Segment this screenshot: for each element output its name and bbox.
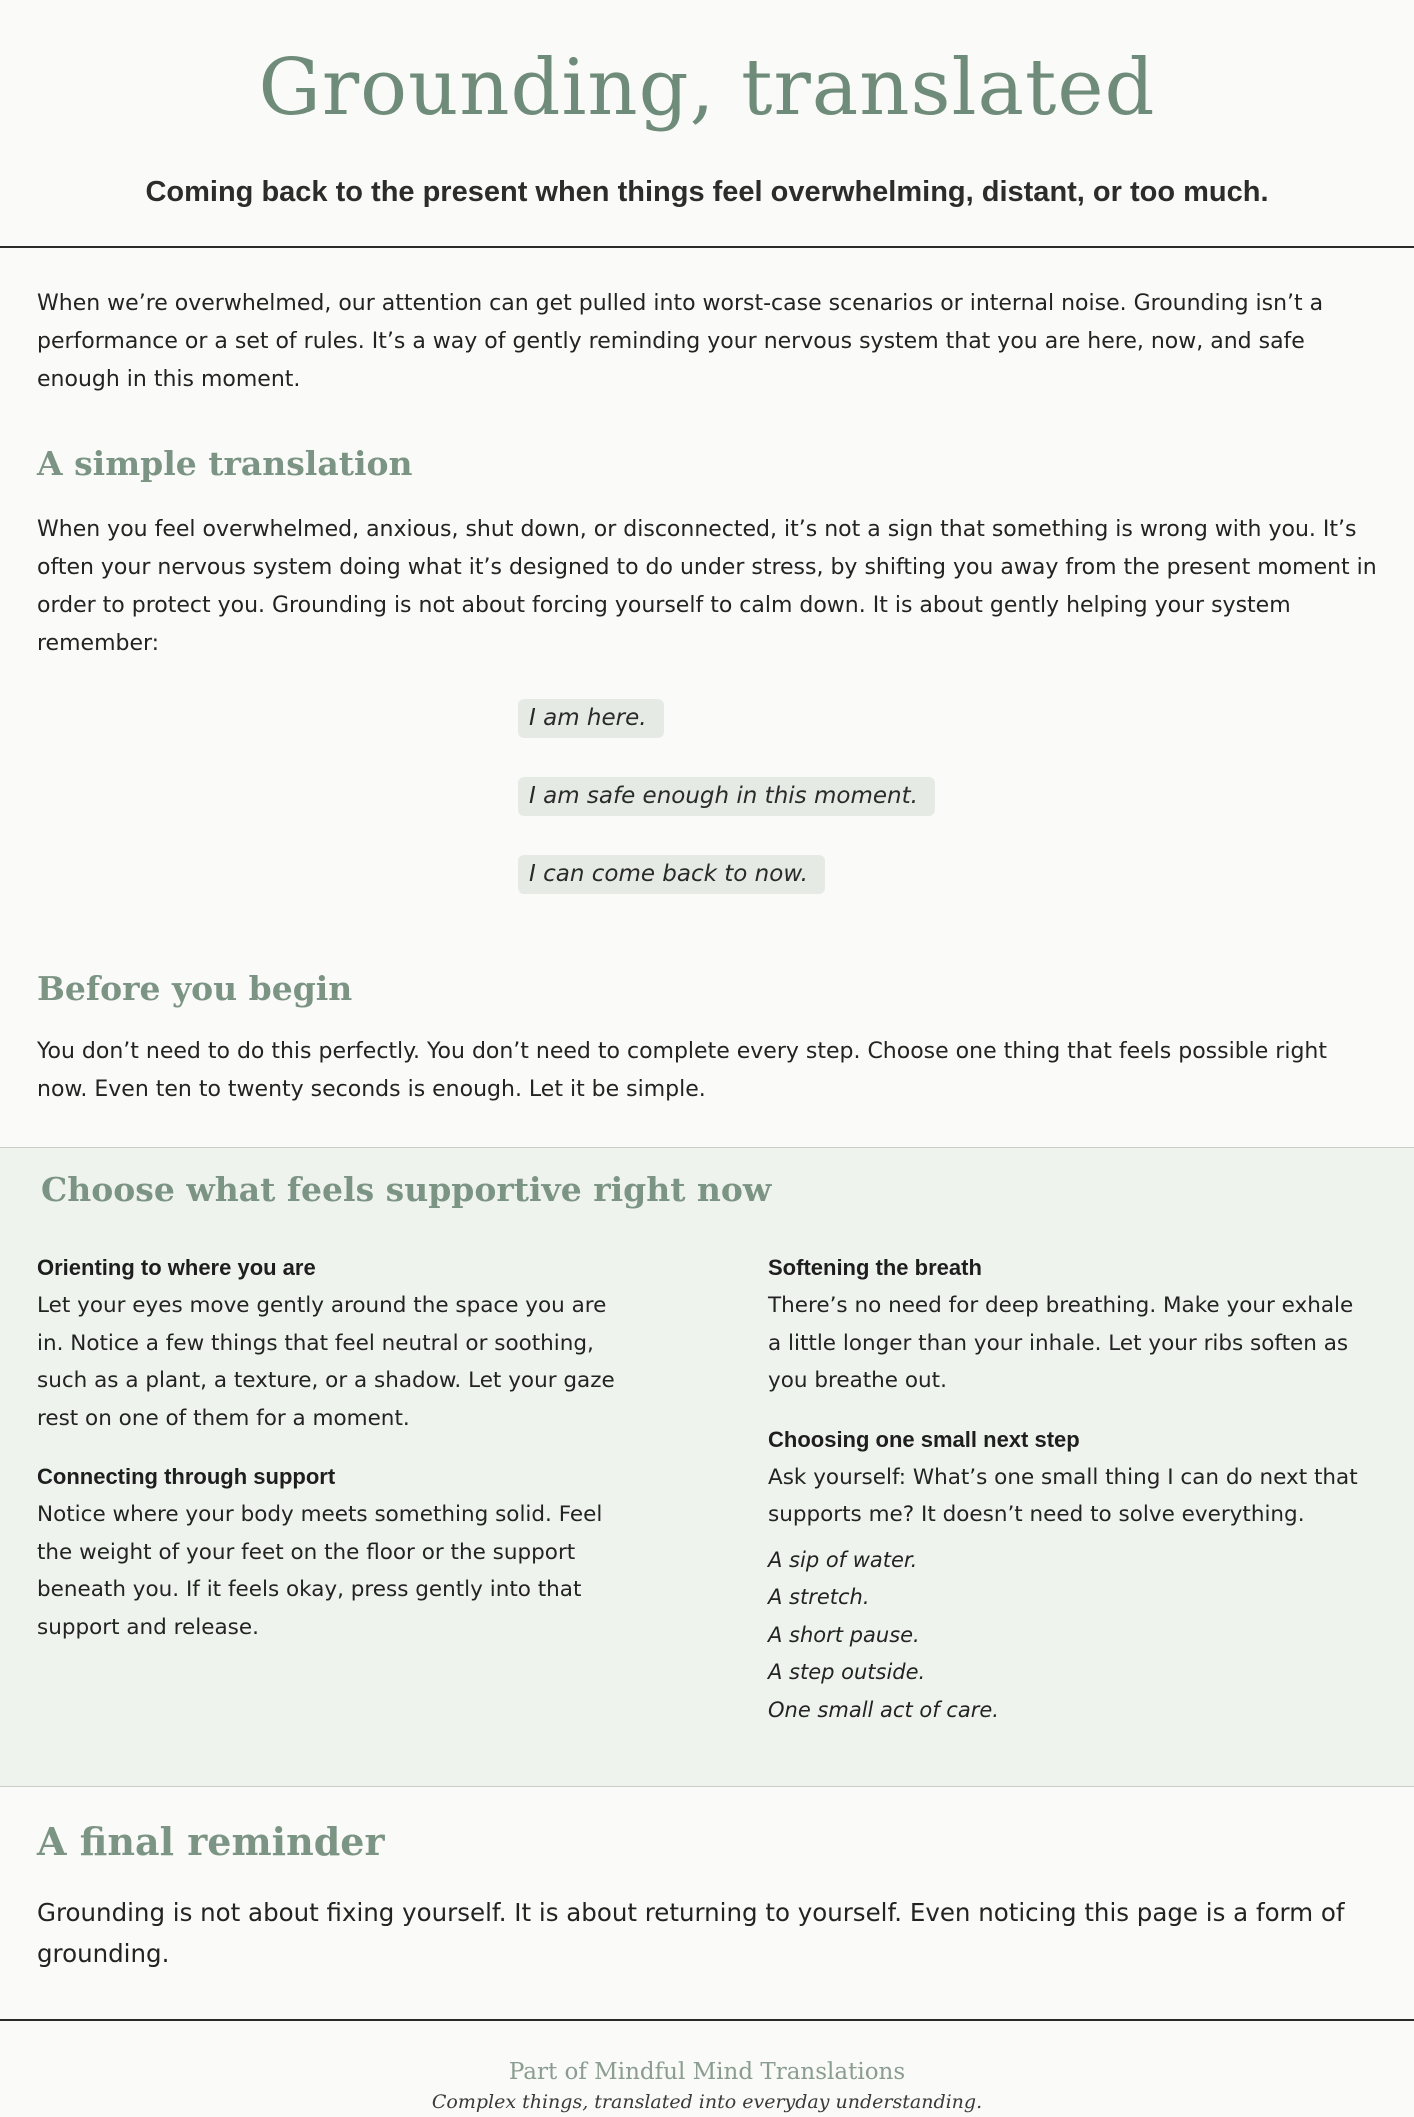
footer	[0, 2021, 1414, 2117]
next-step-title: Choosing one small next step	[768, 1426, 1080, 1452]
next-step-text: Ask yourself: What’s one small thing I can do next that supports me? It doesn’t need to solve everything.	[768, 1464, 1358, 1527]
page-title: Grounding, translated	[258, 43, 1156, 133]
breath-title: Softening the breath	[768, 1255, 982, 1280]
intro-paragraph: When we’re overwhelmed, our attention can get pulled into worst-case scenarios or internal noise. Grounding isn’t a performance or a set of rules. It’s a way of gently reminding your nervous system that you are here, now, and safe enough in this moment.	[37, 291, 1324, 392]
breath-text: There’s no need for deep breathing. Make your exhale a little longer than your inhale. Let your ribs soften as you breathe out.	[768, 1293, 1354, 1393]
next-step-item	[768, 1421, 1358, 1730]
final-reminder-heading: A final reminder	[37, 1819, 385, 1864]
list-item: A short pause.	[768, 1622, 920, 1647]
affirmation-line: I am safe enough in this moment.	[518, 777, 935, 816]
affirmations-block	[37, 699, 1377, 933]
before-you-begin-paragraph: You don’t need to do this perfectly. You don’t need to complete every step. Choose one thing that feels possible right now. Even ten to twenty seconds is enough. Let it be simple.	[37, 1039, 1327, 1102]
list-item: A step outside.	[768, 1660, 926, 1684]
list-item: A sip of water.	[768, 1547, 918, 1572]
simple-translation-paragraph: When you feel overwhelmed, anxious, shut down, or disconnected, it’s not a sign that something is wrong with you. It’s often your nervous system doing what it’s designed to do under stress, by shifting you away from the present moment in order to protect you. Grounding is not about forcing yourself to calm down. It is about gently helping your system remember:	[37, 517, 1377, 656]
choose-section	[0, 1148, 1414, 1786]
choose-left-column	[37, 1249, 627, 1750]
footer-tagline: Complex things, translated into everyday understanding.	[431, 2091, 983, 2113]
orienting-item	[37, 1249, 627, 1437]
orienting-title: Orienting to where you are	[37, 1255, 316, 1280]
support-text: Notice where your body meets something solid. Feel the weight of your feet on the floor or the support beneath you. If it feels okay, press gently into that support and release.	[37, 1502, 603, 1640]
before-you-begin-section	[37, 933, 1377, 1147]
footer-series-name: Part of Mindful Mind Translations	[508, 2059, 906, 2085]
final-reminder-paragraph: Grounding is not about fixing yourself. It is about returning to yourself. Even noticing this page is a form of grounding.	[37, 1898, 1345, 1968]
intro-section	[37, 248, 1377, 399]
simple-translation-section	[37, 399, 1377, 933]
choose-columns	[37, 1249, 1377, 1750]
choose-heading: Choose what feels supportive right now	[41, 1170, 772, 1209]
simple-translation-heading: A simple translation	[37, 444, 413, 483]
support-item	[37, 1458, 627, 1646]
main-content	[0, 248, 1414, 1147]
affirmation-line: I am here.	[518, 699, 664, 738]
orienting-text: Let your eyes move gently around the space you are in. Notice a few things that feel neutral or soothing, such as a plant, a texture, or a shadow. Let your gaze rest on one of them for a moment.	[37, 1293, 615, 1431]
list-item: One small act of care.	[768, 1697, 999, 1722]
next-step-options	[768, 1542, 1358, 1730]
final-reminder-section	[0, 1787, 1414, 2019]
support-title: Connecting through support	[37, 1464, 336, 1489]
page-subtitle: Coming back to the present when things feel overwhelming, distant, or too much.	[145, 176, 1269, 208]
affirmation-line: I can come back to now.	[518, 855, 825, 894]
choose-right-column	[768, 1249, 1358, 1750]
breath-item	[768, 1249, 1358, 1400]
list-item: A stretch.	[768, 1585, 870, 1609]
before-you-begin-heading: Before you begin	[37, 969, 353, 1008]
